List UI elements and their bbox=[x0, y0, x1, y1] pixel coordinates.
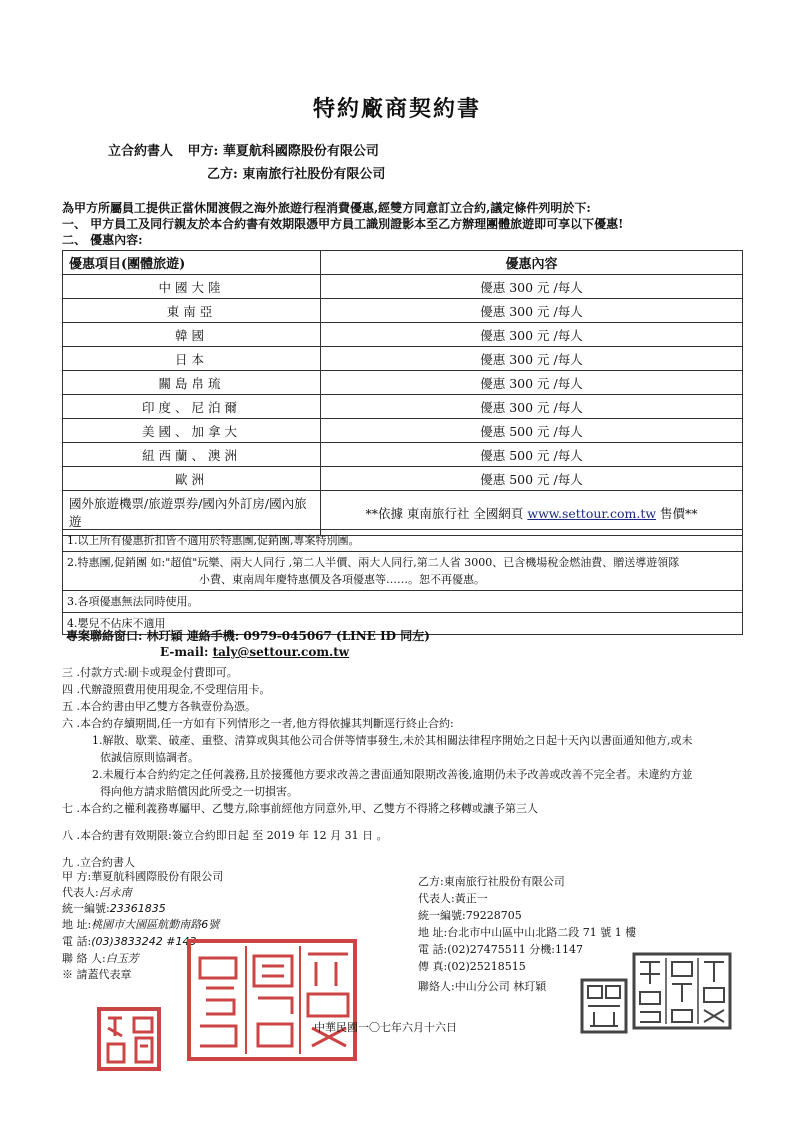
note-1: 1.以上所有優惠折扣皆不適用於特惠團,促銷團,專案特別團。 bbox=[63, 530, 743, 552]
sign-b-addr: 地 址:台北市中山區中山北路二段 71 號 1 樓 bbox=[418, 926, 637, 939]
intro-label: 立合約書人 bbox=[108, 144, 174, 159]
note-2 bbox=[63, 552, 743, 591]
contract-date: 中華民國一〇七年六月十六日 bbox=[314, 1021, 457, 1034]
party-b-company-seal bbox=[632, 952, 732, 1030]
header-item: 優惠項目(團體旅遊) bbox=[63, 251, 321, 275]
sign-a-contact-line bbox=[62, 950, 139, 966]
clause-8: 八 .本合約書有效期限:簽立合約即日起 至 2019 年 12 月 31 日 。 bbox=[62, 829, 388, 842]
row-item: 歐洲 bbox=[63, 467, 321, 491]
sign-a-addr-line bbox=[62, 916, 219, 932]
price-basis-text: **依據 東南旅行社 全國網頁 bbox=[365, 506, 524, 521]
row-item: 日本 bbox=[63, 347, 321, 371]
clause-6-2: 2.未履行本合約約定之任何義務,且於接獲他方要求改善之書面通知限期改善後,逾期仍未予改善或改善不完全者。未違約方並 bbox=[92, 768, 693, 781]
b-rep-seal-glyphs bbox=[588, 986, 620, 1026]
sign-a-party: 甲 方:華夏航科國際股份有限公司 bbox=[62, 870, 224, 883]
row-benefit: 優惠 300 元 /每人 bbox=[321, 371, 743, 395]
party-a-rep-seal bbox=[96, 1006, 162, 1072]
row-benefit: 優惠 500 元 /每人 bbox=[321, 467, 743, 491]
parties-intro bbox=[108, 140, 379, 159]
party-b-label: 乙方: bbox=[207, 167, 238, 182]
row-benefit: 優惠 300 元 /每人 bbox=[321, 347, 743, 371]
sign-b-rep: 代表人:黃正一 bbox=[418, 892, 488, 905]
table-row bbox=[63, 347, 743, 371]
benefit-table bbox=[62, 250, 743, 536]
party-b-rep-seal bbox=[580, 978, 628, 1034]
table-header-row bbox=[63, 251, 743, 275]
notes-table bbox=[62, 529, 743, 635]
row-item: 紐西蘭、澳洲 bbox=[63, 443, 321, 467]
table-row bbox=[63, 419, 743, 443]
email-link[interactable]: taly@settour.com.tw bbox=[212, 645, 350, 659]
clause-5: 五 .本合約書由甲乙雙方各執壹份為憑。 bbox=[62, 700, 256, 713]
contact-email-line bbox=[160, 645, 349, 659]
row-item: 國外旅遊機票/旅遊票券/國內外訂房/國內旅遊 bbox=[63, 491, 321, 536]
sign-a-tax-line bbox=[62, 900, 166, 916]
settour-link[interactable]: www.settour.com.tw bbox=[527, 506, 657, 521]
sign-a-contact-label: 聯 絡 人: bbox=[62, 952, 106, 965]
party-a-company-seal bbox=[186, 938, 358, 1062]
email-label: E-mail: bbox=[160, 645, 209, 659]
row-item: 東南亞 bbox=[63, 299, 321, 323]
price-basis-suffix: 售價** bbox=[660, 506, 698, 521]
contact-line: 專案聯絡窗口: 林玎穎 連絡手機: 0979-045067 (LINE ID 同左) bbox=[66, 629, 430, 643]
table-row bbox=[63, 371, 743, 395]
sign-b-tax: 統一編號:79228705 bbox=[418, 909, 522, 922]
party-a-name: 華夏航科國際股份有限公司 bbox=[222, 144, 379, 159]
table-row bbox=[63, 299, 743, 323]
sign-a-note: ※ 請蓋代表章 bbox=[62, 968, 132, 981]
sign-a-tax-handwritten: 23361835 bbox=[109, 902, 166, 915]
sign-a-rep-handwritten: 呂永南 bbox=[98, 886, 132, 899]
clause-4: 四 .代辦證照費用使用現金,不受理信用卡。 bbox=[62, 683, 271, 696]
row-item: 中國大陸 bbox=[63, 275, 321, 299]
sign-b-fax: 傳 真:(02)25218515 bbox=[418, 960, 526, 973]
row-benefit: 優惠 300 元 /每人 bbox=[321, 323, 743, 347]
clause-6-2b: 得向他方請求賠償因此所受之一切損害。 bbox=[100, 785, 298, 798]
party-b-name: 東南旅行社股份有限公司 bbox=[242, 167, 386, 182]
row-benefit: 優惠 500 元 /每人 bbox=[321, 443, 743, 467]
row-item: 美國、加拿大 bbox=[63, 419, 321, 443]
sign-b-tel: 電 話:(02)27475511 分機:1147 bbox=[418, 943, 583, 956]
row-item: 關島帛琉 bbox=[63, 371, 321, 395]
row-benefit: 優惠 500 元 /每人 bbox=[321, 419, 743, 443]
clause-7: 七 .本合約之權利義務專屬甲、乙雙方,除事前經他方同意外,甲、乙雙方不得將之移轉或讓予第三人 bbox=[62, 802, 538, 815]
table-row bbox=[63, 443, 743, 467]
party-a-label: 甲方: bbox=[187, 144, 219, 159]
b-seal-glyphs bbox=[640, 962, 724, 1022]
clause-2: 二、 優惠內容: bbox=[62, 233, 143, 247]
clause-3: 三 .付款方式:刷卡或現金付費即可。 bbox=[62, 666, 238, 679]
note-4: 4.嬰兒不佔床不適用 bbox=[63, 613, 743, 635]
party-b-line bbox=[207, 163, 385, 182]
header-content: 優惠內容 bbox=[321, 251, 743, 275]
row-benefit: 優惠 300 元 /每人 bbox=[321, 395, 743, 419]
sign-a-tel-label: 電 話: bbox=[62, 935, 92, 948]
note-2-line1: 2.特惠團,促銷團 如:"超值"玩樂、兩大人同行 ,第二人半價、兩大人同行,第二人省 3000、已含機場稅金燃油費、贈送導遊領隊 bbox=[67, 556, 680, 569]
row-item: 印度、尼泊爾 bbox=[63, 395, 321, 419]
row-benefit: 優惠 300 元 /每人 bbox=[321, 299, 743, 323]
sign-a-addr-handwritten: 桃園市大園區航勤南路6號 bbox=[91, 918, 220, 931]
clause-6-1b: 依誠信原則協調者。 bbox=[100, 751, 199, 764]
table-row bbox=[63, 395, 743, 419]
sign-b-party: 乙方:東南旅行社股份有限公司 bbox=[418, 875, 565, 888]
sign-a-tax-label: 統一編號: bbox=[62, 902, 110, 915]
rep-seal-glyphs bbox=[108, 1018, 152, 1062]
row-item: 韓國 bbox=[63, 323, 321, 347]
table-row bbox=[63, 275, 743, 299]
sign-a-rep-label: 代表人: bbox=[62, 886, 99, 899]
table-row bbox=[63, 467, 743, 491]
table-row bbox=[63, 323, 743, 347]
note-3: 3.各項優惠無法同時使用。 bbox=[63, 591, 743, 613]
page-title: 特約廠商契約書 bbox=[312, 96, 481, 122]
row-benefit: 優惠 300 元 /每人 bbox=[321, 275, 743, 299]
sign-a-tel-handwritten: (03)3833242 #143 bbox=[91, 935, 197, 948]
sign-a-addr-label: 地 址: bbox=[62, 918, 92, 931]
sign-a-contact-handwritten: 白玉芳 bbox=[105, 952, 139, 965]
preamble: 為甲方所屬員工提供正當休閒渡假之海外旅遊行程消費優惠,經雙方同意訂立合約,議定條件列明於下: bbox=[62, 201, 591, 215]
sign-b-contact: 聯絡人:中山分公司 林玎穎 bbox=[418, 980, 547, 993]
sign-a-rep-line bbox=[62, 884, 132, 900]
note-2-line2: 小費、東南周年慶特惠價及各項優惠等……。恕不再優惠。 bbox=[199, 573, 485, 586]
sign-a-tel-line bbox=[62, 933, 196, 949]
clause-1: 一、 甲方員工及同行親友於本合約書有效期限憑甲方員工識別證影本至乙方辦理團體旅遊即可享以下優惠! bbox=[62, 217, 624, 231]
clause-6-1: 1.解散、歇業、破產、重整、清算或與其他公司合併等情事發生,未於其相關法律程序開始之日起十天內以書面通知他方,或未 bbox=[92, 734, 693, 747]
clause-9: 九 .立合約書人 bbox=[62, 856, 135, 869]
clause-6: 六 .本合約存續期間,任一方如有下列情形之一者,他方得依據其判斷逕行終止合約: bbox=[62, 717, 454, 730]
